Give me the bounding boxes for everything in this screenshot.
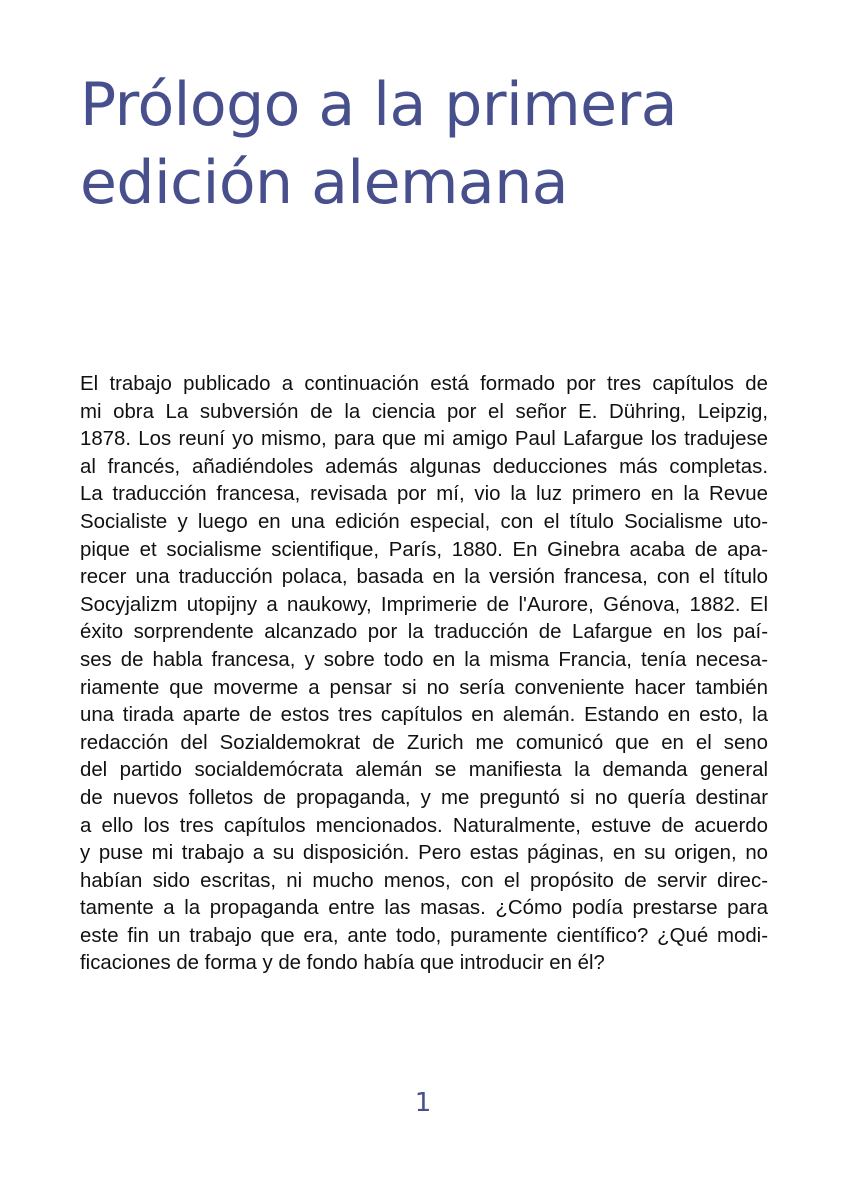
body-line: este fin un trabajo que era, ante todo, puramente científico? ¿Qué modi-	[80, 924, 768, 947]
body-line: pique et socialisme scientifique, París, 1880. En Ginebra acaba de apa-	[80, 538, 768, 561]
body-line: La traducción francesa, revisada por mí, vio la luz primero en la Revue	[80, 483, 768, 506]
page-title	[80, 66, 780, 222]
body-line: mi obra La subversión de la ciencia por el señor E. Dühring, Leipzig,	[80, 400, 768, 423]
body-line: y puse mi trabajo a su disposición. Pero estas páginas, en su origen, no	[80, 842, 768, 865]
body-paragraph	[80, 371, 768, 978]
body-line: habían sido escritas, ni mucho menos, con el propósito de servir direc-	[80, 869, 768, 892]
body-line: a ello los tres capítulos mencionados. Naturalmente, estuve de acuerdo	[80, 814, 768, 837]
body-line: recer una traducción polaca, basada en la versión francesa, con el título	[80, 566, 768, 589]
title-line: edición alemana	[80, 148, 568, 218]
body-line: del partido socialdemócrata alemán se manifiesta la demanda general	[80, 759, 768, 782]
body-line: Socyjalizm utopijny a naukowy, Imprimerie de l'Aurore, Génova, 1882. El	[80, 593, 768, 616]
body-line: riamente que moverme a pensar si no sería conveniente hacer también	[80, 676, 768, 699]
body-line: ficaciones de forma y de fondo había que introducir en él?	[80, 952, 605, 975]
body-line: éxito sorprendente alcanzado por la traducción de Lafargue en los paí-	[80, 621, 768, 644]
title-line: Prólogo a la primera	[80, 70, 678, 140]
body-line: redacción del Sozialdemokrat de Zurich me comunicó que en el seno	[80, 731, 768, 754]
body-line: de nuevos folletos de propaganda, y me preguntó si no quería destinar	[80, 786, 768, 809]
page-number: 1	[414, 1088, 432, 1118]
body-line: una tirada aparte de estos tres capítulos en alemán. Estando en esto, la	[80, 704, 768, 727]
body-line: 1878. Los reuní yo mismo, para que mi amigo Paul Lafargue los tradujese	[80, 428, 768, 451]
body-line: tamente a la propaganda entre las masas. ¿Cómo podía prestarse para	[80, 897, 768, 920]
body-line: ses de habla francesa, y sobre todo en la misma Francia, tenía necesa-	[80, 648, 768, 671]
body-line: Socialiste y luego en una edición especial, con el título Socialisme uto-	[80, 510, 768, 533]
body-line: al francés, añadiéndoles además algunas deducciones más completas.	[80, 455, 768, 478]
body-line: El trabajo publicado a continuación está formado por tres capítulos de	[80, 373, 768, 395]
